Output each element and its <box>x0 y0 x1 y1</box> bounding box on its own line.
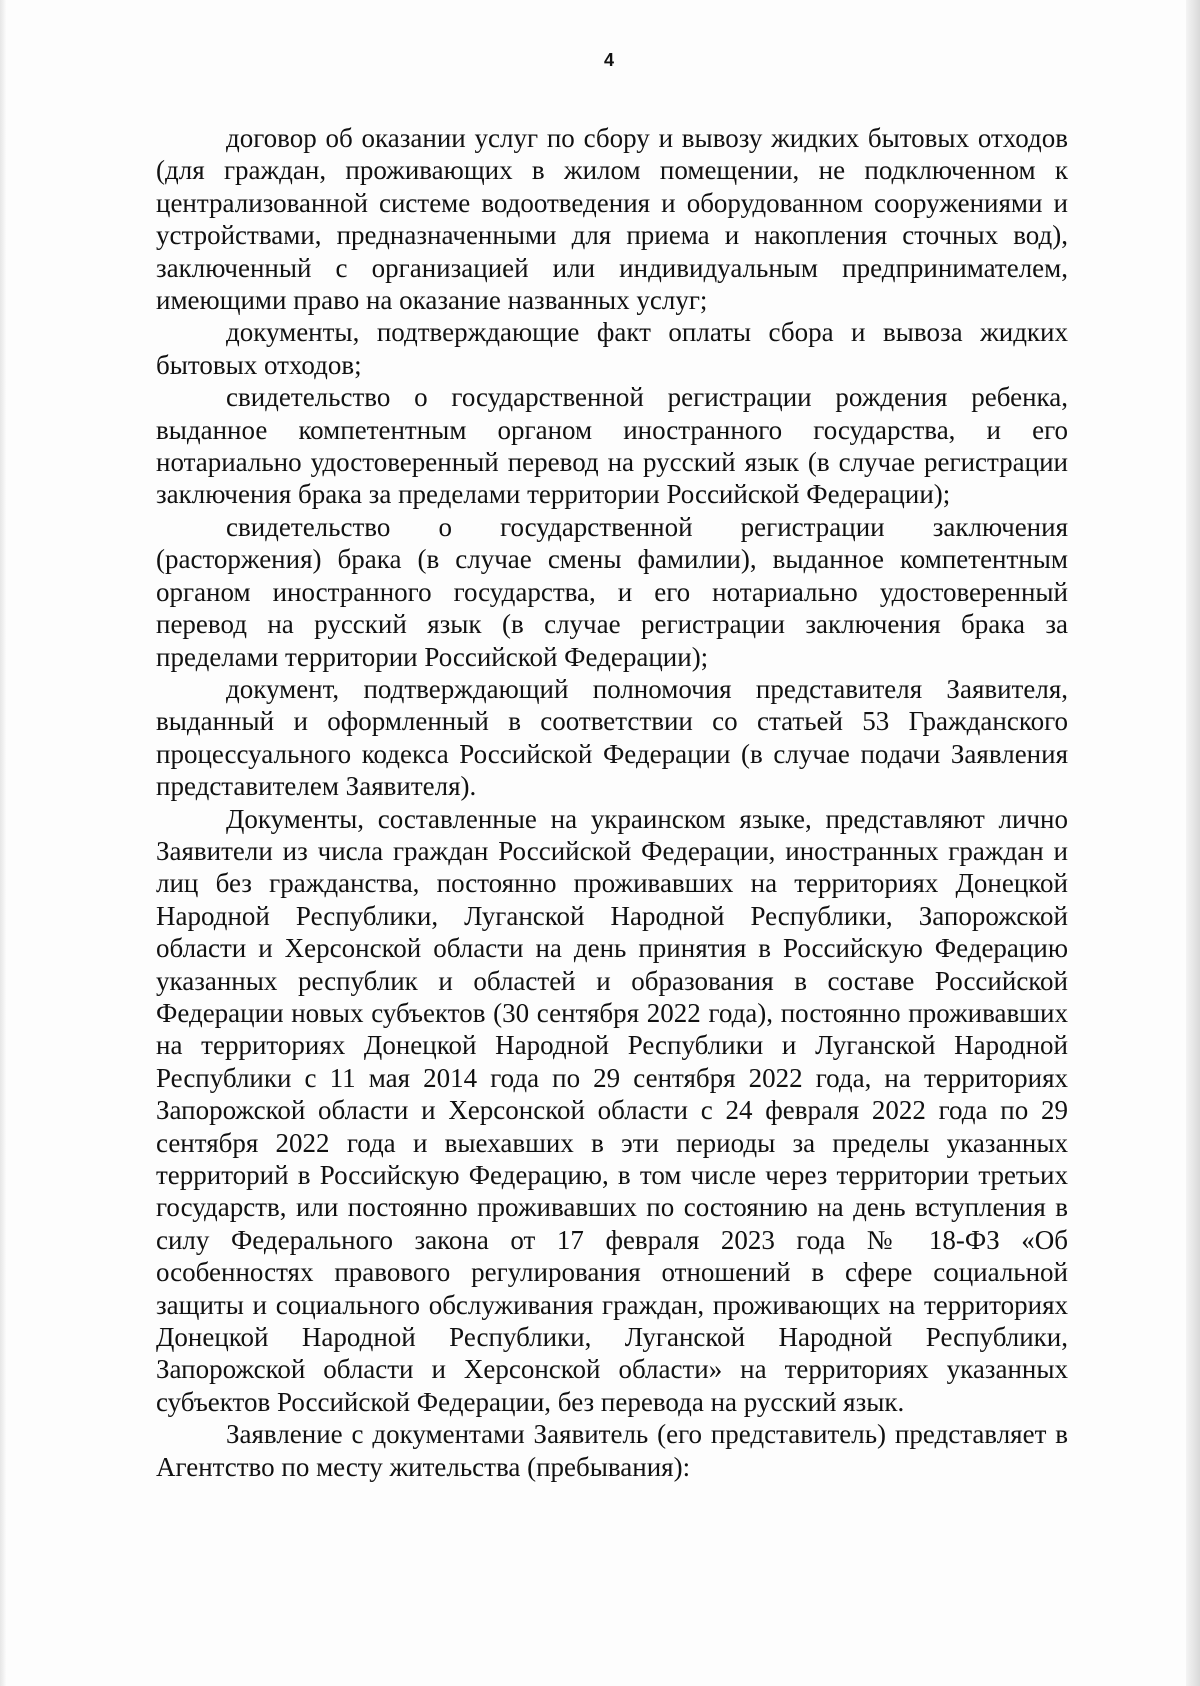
scan-edge-left <box>0 0 6 1686</box>
paragraph-payment-documents: документы, подтверждающие факт оплаты сбора и вывоза жидких бытовых отходов; <box>156 317 1068 380</box>
document-body <box>156 122 1068 1483</box>
page-number: 4 <box>603 50 614 70</box>
paragraph-contract-liquid-waste: договор об оказании услуг по сбору и вывозу жидких бытовых отходов (для граждан, проживающих в жилом помещении, не подключенном к централизованной системе водоотведения и оборудованном сооружениями и устройствами, предназначенными для приема и накопления сточных вод), заключенный с организацией или индивидуальным предпринимателем, имеющими право на оказание названных услуг; <box>156 123 1068 316</box>
paragraph-application-submission: Заявление с документами Заявитель (его представитель) представляет в Агентство по месту жительства (пребывания): <box>156 1419 1068 1482</box>
paragraph-marriage-certificate: свидетельство о государственной регистрации заключения (расторжения) брака (в случае смены фамилии), выданное компетентным органом иностранного государства, и его нотариально удостоверенный перевод на русский язык (в случае регистрации заключения брака за пределами территории Российской Федерации); <box>156 511 1068 672</box>
paragraph-ukrainian-documents: Документы, составленные на украинском языке, представляют лично Заявители из числа граждан Российской Федерации, иностранных граждан и лиц без гражданства, постоянно проживавших на территориях Донецкой Народной Республики, Луганской Народной Республики, Запорожской области и Херсонской области на день принятия в Российскую Федерацию указанных республик и областей и образования в составе Российской Федерации новых субъектов (30 сентября 2022 года), постоянно проживавших на территориях Донецкой Народной Республики и Луганской Народной Республики с 11 мая 2014 года по 29 сентября 2022 года, на территориях Запорожской области и Херсонской области с 24 февраля 2022 года по 29 сентября 2022 года и выехавших в эти периоды за пределы указанных территорий в Российскую Федерацию, в том числе через территории третьих государств, или постоянно проживавших по состоянию на день вступления в силу Федерального закона от 17 февраля 2023 года № 18-ФЗ «Об особенностях правового регулирования отношений в сфере социальной защиты и социального обслуживания граждан, проживающих на территориях Донецкой Народной Республики, Луганской Народной Республики, Запорожской области и Херсонской области» на территориях указанных субъектов Российской Федерации, без перевода на русский язык. <box>156 803 1068 1417</box>
paragraph-birth-certificate: свидетельство о государственной регистрации рождения ребенка, выданное компетентным органом иностранного государства, и его нотариально удостоверенный перевод на русский язык (в случае регистрации заключения брака за пределами территории Российской Федерации); <box>156 382 1068 510</box>
scan-edge-right <box>1186 0 1200 1686</box>
paragraph-representative-authority: документ, подтверждающий полномочия представителя Заявителя, выданный и оформленный в соответствии со статьей 53 Гражданского процессуального кодекса Российской Федерации (в случае подачи Заявления представителем Заявителя). <box>156 673 1068 802</box>
